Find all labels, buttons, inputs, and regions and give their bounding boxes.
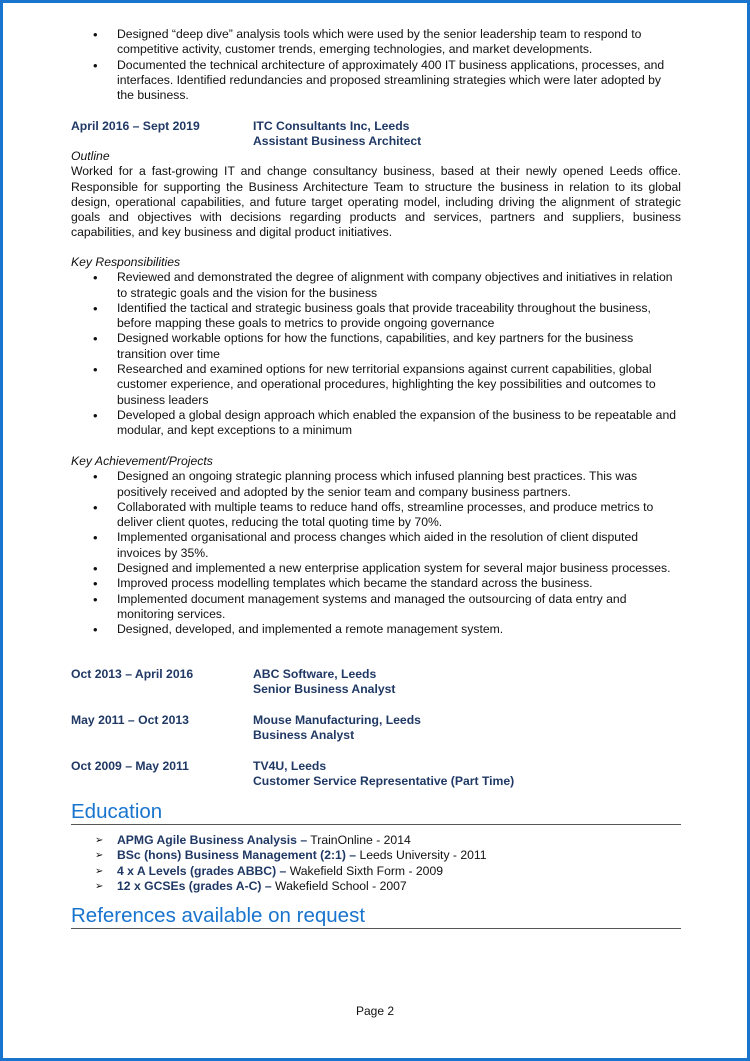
top-bullets [71,27,681,103]
list-item: • Designed and implemented a new enterprise application system for several major business processes. [117,561,681,576]
list-item [95,848,681,863]
education-heading: Education [71,800,681,825]
list-item: • Developed a global design approach which enabled the expansion of the business to be repeatable and modular, and kept exceptions to a minimum [117,408,681,439]
job-organisation: ITC Consultants Inc, Leeds [253,119,410,133]
job-organisation: Mouse Manufacturing, Leeds [253,713,421,727]
itc-responsibilities [71,255,681,439]
institution: Wakefield Sixth Form - 2009 [286,863,444,878]
outline-label: Outline [71,149,110,163]
list-item [95,833,681,848]
job-role: Assistant Business Architect [253,134,422,149]
responsibilities-label: Key Responsibilities [71,255,181,269]
references-heading: References available on request [71,904,681,929]
qualification: BSc (hons) Business Management (2:1) – [117,848,357,863]
institution: Wakefield School - 2007 [271,878,407,893]
qualification: APMG Agile Business Analysis – [117,833,308,847]
education-section [71,800,681,894]
itc-achievements [71,454,681,638]
job-mouse [71,713,681,744]
list-item: • Implemented document management systems and managed the outsourcing of data entry and monitoring services. [117,592,681,623]
job-role: Business Analyst [253,728,355,743]
references-section [71,904,681,929]
job-dates: Oct 2009 – May 2011 [71,759,189,773]
job-abc [71,667,681,698]
list-item: • Designed “deep dive” analysis tools which were used by the senior leadership team to respond to competitive activity, customer trends, emerging technologies, and market developments. [117,27,681,58]
page-number: Page 2 [355,1004,395,1018]
list-item: • Reviewed and demonstrated the degree of alignment with company objectives and initiatives in relation to strategic goals and the vision for the business [117,270,681,301]
job-itc [71,119,681,150]
list-item: • Designed, developed, and implemented a remote management system. [117,622,681,637]
job-organisation: TV4U, Leeds [253,759,327,773]
arrow-right-icon: ➢ [95,850,104,862]
list-item: • Researched and examined options for new territorial expansions against current capabilities, global customer experience, and operational procedures, highlighting the key possibilities and outcomes to business leaders [117,362,681,408]
list-item: • Implemented organisational and process changes which aided in the resolution of client disputed invoices by 35%. [117,530,681,561]
job-organisation: ABC Software, Leeds [253,667,377,681]
job-role: Senior Business Analyst [253,682,396,697]
job-tv4u [71,759,681,790]
list-item: • Identified the tactical and strategic business goals that provide traceability throughout the business, before mapping these goals to metrics to provide ongoing governance [117,301,681,332]
list-item: • Documented the technical architecture of approximately 400 IT business applications, processes, and interfaces. Identified redundancies and proposed streamlining strategies which were later adopted by the business. [117,58,681,104]
itc-outline-section [71,149,681,241]
arrow-right-icon: ➢ [95,865,104,877]
institution: Leeds University - 2011 [356,848,487,863]
list-item: • Collaborated with multiple teams to reduce hand offs, streamline processes, and produce metrics to deliver client quotes, reducing the total quoting time by 70%. [117,500,681,531]
institution: TrainOnline - 2014 [307,833,411,847]
outline-text: Worked for a fast-growing IT and change consultancy business, based at their newly opened Leeds office. Responsible for supporting the Business Architecture Team to structure the business in relation to its global design, operational capabilities, and future target operating model, including driving the alignment of strategic goals and objectives with decisions regarding products and services, partners and suppliers, business capabilities, and key business and digital product initiatives. [71,164,681,240]
job-role: Customer Service Representative (Part Time) [253,774,515,789]
arrow-right-icon: ➢ [95,880,104,892]
achievements-label: Key Achievement/Projects [71,454,213,468]
list-item [95,878,681,894]
job-dates: Oct 2013 – April 2016 [71,667,194,681]
job-dates: May 2011 – Oct 2013 [71,713,189,727]
list-item: • Improved process modelling templates which became the standard across the business. [117,576,681,591]
job-dates: April 2016 – Sept 2019 [71,119,200,133]
list-item: • Designed workable options for how the functions, capabilities, and key partners for the business transition over time [117,331,681,362]
qualification: 4 x A Levels (grades ABBC) – [117,863,287,878]
arrow-right-icon: ➢ [95,835,104,846]
list-item [95,863,681,879]
qualification: 12 x GCSEs (grades A-C) – [117,878,272,893]
list-item: • Designed an ongoing strategic planning process which infused planning best practices. This was positively received and adopted by the senior team and company business partners. [117,469,681,500]
